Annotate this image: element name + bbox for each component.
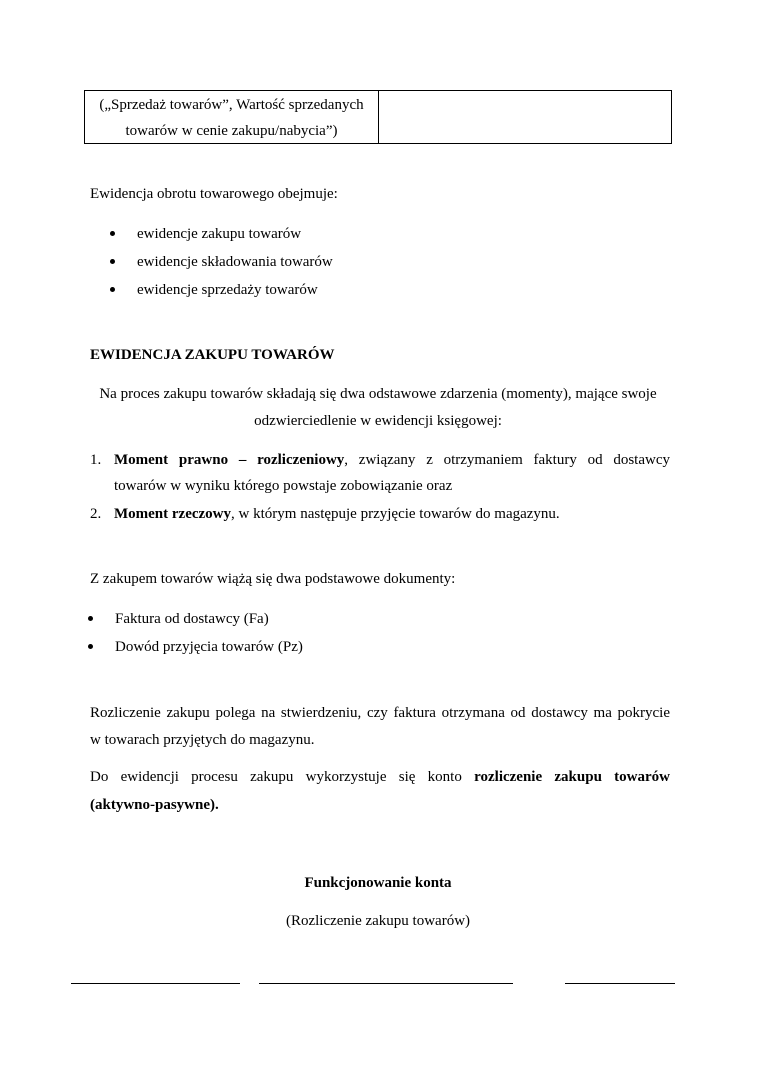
account-line-1-plain: Do ewidencji procesu zakupu wykorzystuje się konto [90,769,475,785]
process-line-1: Na proces zakupu towarów składają się dwa odstawowe zdarzenia (momenty), mające swoje [99,386,657,402]
account-name-bold: rozliczenie zakupu towarów [474,769,671,785]
moment-2-line [114,505,560,523]
settlement-line-2: w towarach przyjętych do magazynu. [90,732,315,748]
moment-1-line [114,451,670,469]
table-cell-left [85,91,379,143]
top-table-row [84,90,672,144]
moment-1-bold: Moment prawno – rozliczeniowy [114,452,345,468]
account-type-bold: (aktywno-pasywne). [90,797,219,813]
section-heading: EWIDENCJA ZAKUPU TOWARÓW [90,347,335,363]
intro-bullet-list [110,225,333,309]
moment-2-number: 2. [90,506,102,522]
list-item: ewidencje zakupu towarów [110,225,333,253]
list-item: ewidencje sprzedaży towarów [110,281,333,309]
docs-bullet-list [88,610,303,666]
list-item: Faktura od dostawcy (Fa) [88,610,303,638]
moment-1-number: 1. [90,452,102,468]
settlement-line-1: Rozliczenie zakupu polega na stwierdzeniu, czy faktura otrzymana od dostawcy ma pokrycie [90,705,670,721]
intro-paragraph: Ewidencja obrotu towarowego obejmuje: [90,186,338,202]
table-cell-left-line1: („Sprzedaż towarów”, Wartość sprzedanych [99,97,364,113]
table-cell-right [379,91,671,143]
process-line-2: odzwierciedlenie w ewidencji księgowej: [254,413,502,429]
moment-2-rest: , w którym następuje przyjęcie towarów do magazynu. [231,506,560,522]
moment-2-bold: Moment rzeczowy [114,506,232,522]
moment-1-continuation: towarów w wyniku którego powstaje zobowiązanie oraz [114,478,453,494]
account-line-right [565,983,675,984]
moment-1-rest: , związany z otrzymaniem faktury od dostawcy [344,452,670,468]
func-subheading: (Rozliczenie zakupu towarów) [285,913,471,929]
list-item: Dowód przyjęcia towarów (Pz) [88,638,303,666]
account-line-left [71,983,240,984]
func-heading: Funkcjonowanie konta [304,875,452,891]
table-cell-left-line2: towarów w cenie zakupu/nabycia”) [125,123,338,139]
docs-intro: Z zakupem towarów wiążą się dwa podstawowe dokumenty: [90,571,456,587]
account-line-1 [90,768,670,786]
list-item: ewidencje składowania towarów [110,253,333,281]
account-line-middle [259,983,513,984]
